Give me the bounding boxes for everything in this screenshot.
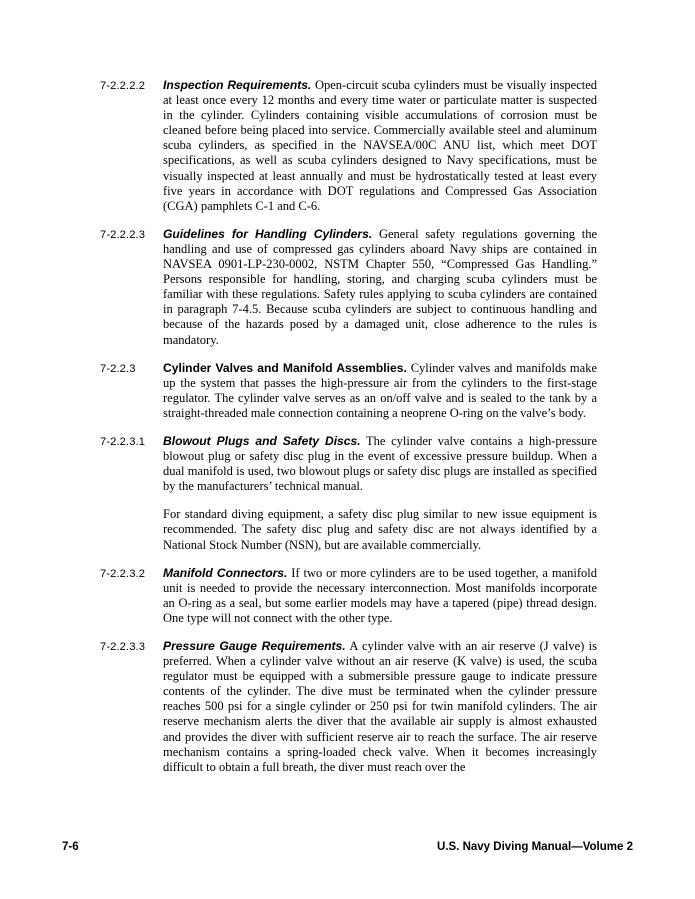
paragraph-7-2-2-3-1 (100, 434, 597, 553)
paragraph-text (163, 434, 597, 553)
paragraph-number: 7-2.2.3.1 (100, 435, 146, 448)
paragraph-heading: Blowout Plugs and Safety Discs. (163, 433, 361, 448)
page-footer (62, 841, 633, 853)
paragraph-heading: Guidelines for Handling Cylinders. (163, 226, 373, 241)
paragraph-number: 7-2.2.3.2 (100, 567, 146, 580)
paragraph-text (163, 639, 597, 775)
paragraph-body: Open-circuit scuba cylinders must be visually inspected at least once every 12 months and every time water or particulate matter is suspected in the cylinder. Cylinders containing visible accumulations of corrosion must be cleaned before being placed into service. Commercially available steel and aluminum scuba cylinders, as specified in the NAVSEA/00C ANU list, which meet DOT specifications, as well as scuba cylinders designed to Navy specifications, must be visually inspected at least annually and must be hydrostatically tested at least every five years in accordance with DOT regulations and Compressed Gas Association (CGA) pamphlets C-1 and C-6. (163, 78, 598, 213)
paragraph-7-2-2-3 (100, 361, 597, 421)
paragraph-body: The cylinder valve contains a high-pressure blowout plug or safety disc plug in the event of excessive pressure buildup. When a dual manifold is used, two blowout plugs or safety disc plugs are installed as specified by the manufacturers’ technical manual. (163, 433, 598, 494)
footer-page-number: 7-6 (62, 841, 79, 853)
paragraph-body: General safety regulations governing the handling and use of compressed gas cylinders aboard Navy ships are contained in NAVSEA 0901-LP-230-0002, NSTM Chapter 550, “Compressed Gas Handling.” Persons responsible for handling, storing, and charging scuba cylinders must be familiar with these regulations. Safety rules applying to scuba cylinders are contained in paragraph 7-4.5. Because scuba cylinders are subject to continuous handling and because of the hazards posed by a damaged unit, close adherence to the rules is mandatory. (163, 226, 598, 347)
paragraph-7-2-2-3-3 (100, 639, 597, 775)
paragraph-body: Cylinder valves and manifolds make up the system that passes the high-pressure air from the cylinders to the first-stage regulator. The cylinder valve serves as an on/off valve and is sealed to the tank by a straight-threaded male connection containing a neoprene O-ring on the valve’s body. (163, 360, 598, 420)
paragraph-number: 7-2.2.2.3 (100, 228, 146, 241)
paragraph-body: A cylinder valve with an air reserve (J valve) is preferred. When a cylinder valve without an air reserve (K valve) is used, the scuba regulator must be equipped with a submersible pressure gauge to indicate pressure contents of the cylinder. The dive must be terminated when the cylinder pressure reaches 500 psi for a single cylinder or 250 psi for twin manifold cylinders. The air reserve mechanism alerts the diver that the available air supply is almost exhausted and provides the diver with sufficient reserve air to reach the surface. The air reserve mechanism contains a spring-loaded check valve. When it becomes increasingly difficult to obtain a full breath, the diver must reach over the (163, 639, 597, 774)
paragraph-7-2-2-3-2 (100, 566, 597, 626)
paragraph-heading: Cylinder Valves and Manifold Assemblies. (163, 360, 407, 375)
paragraph-text (163, 566, 597, 626)
paragraph-7-2-2-2-3 (100, 227, 597, 348)
paragraph-text (163, 361, 597, 421)
paragraph-body-continued: For standard diving equipment, a safety disc plug similar to new issue equipment is recommended. The safety disc plug and safety disc are not always identified by a National Stock Number (NSN), but are available commercially. (163, 507, 597, 552)
paragraph-7-2-2-2-2 (100, 78, 597, 214)
paragraph-heading: Pressure Gauge Requirements. (163, 639, 346, 653)
paragraph-number: 7-2.2.3 (100, 362, 136, 375)
paragraph-number: 7-2.2.2.2 (100, 80, 146, 92)
paragraph-heading: Manifold Connectors. (163, 565, 288, 580)
document-content (100, 78, 597, 788)
paragraph-text (163, 227, 597, 348)
paragraph-number: 7-2.2.3.3 (100, 641, 146, 653)
paragraph-body: If two or more cylinders are to be used together, a manifold unit is needed to provide the necessary interconnection. Most manifolds incorporate an O-ring as a seal, but some earlier models may have a tapered (pipe) thread design. One type will not connect with the other type. (163, 565, 597, 625)
paragraph-heading: Inspection Requirements. (163, 78, 312, 92)
paragraph-text (163, 78, 597, 214)
footer-manual-title: U.S. Navy Diving Manual—Volume 2 (437, 841, 633, 853)
